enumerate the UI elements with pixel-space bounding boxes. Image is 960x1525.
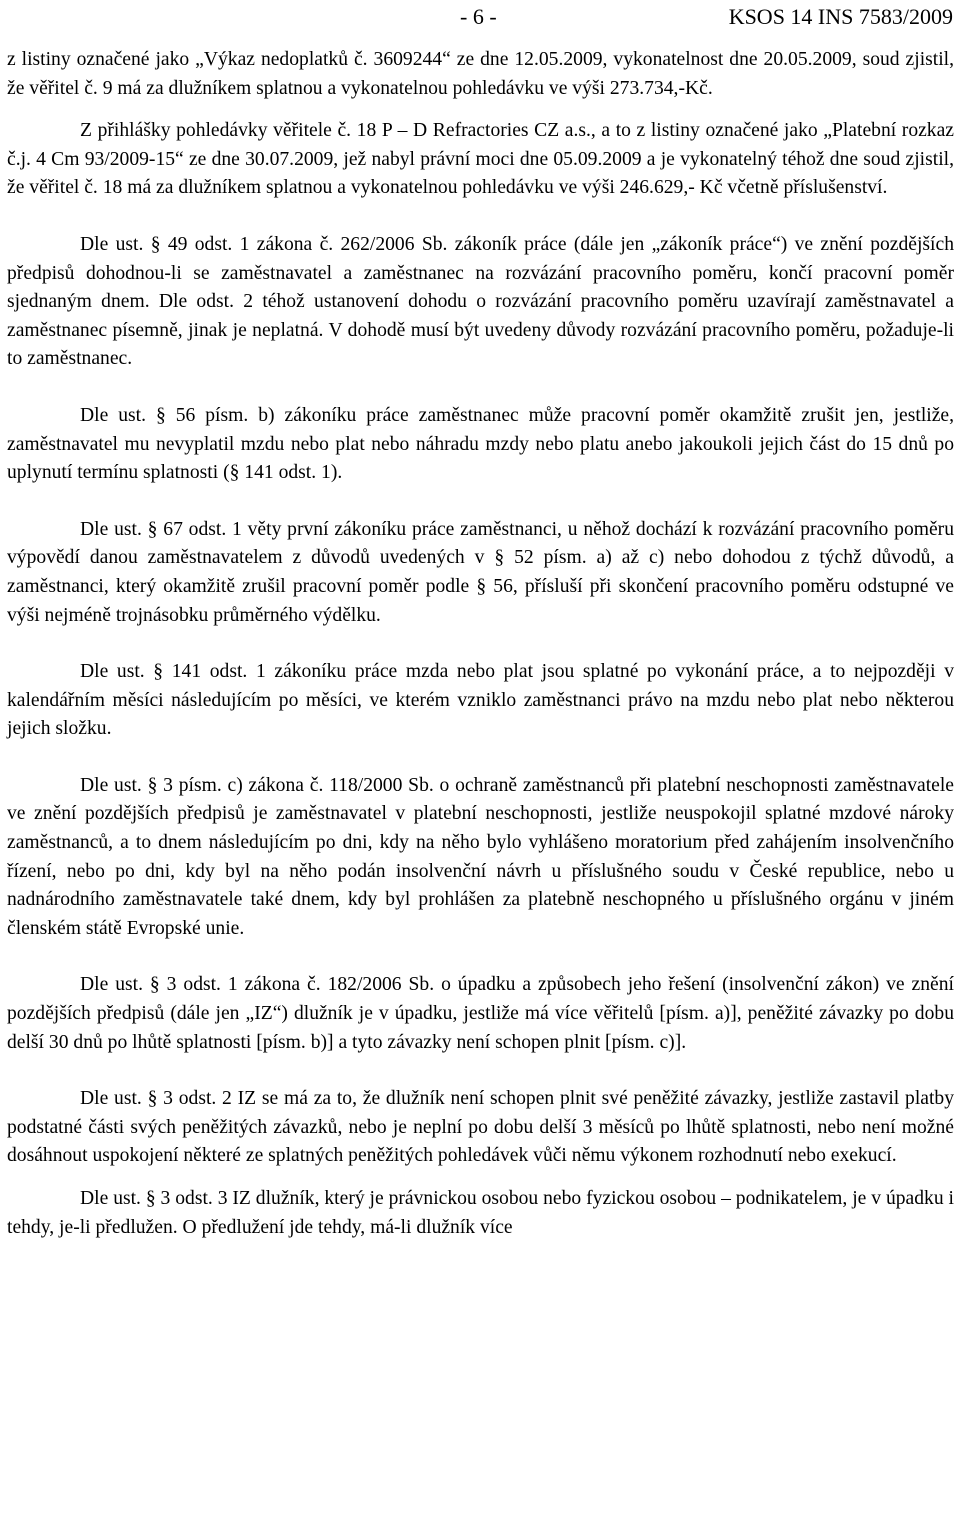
paragraph-section-141-labour-code: Dle ust. § 141 odst. 1 zákoníku práce mzda nebo plat jsou splatné po vykonání práce, a to nejpozději v kalendářním měsíci následujícím po měsíci, ve kterém vzniklo zaměstnanci právo na mzdu nebo plat nebo některou jejich složku. (7, 661, 954, 740)
paragraph-section-3-3-insolvency-act: Dle ust. § 3 odst. 3 IZ dlužník, který je právnickou osobou nebo fyzickou osobou – podnikatelem, je v úpadku i tehdy, je-li předlužen. O předlužení jde tehdy, má-li dlužník více (7, 1188, 954, 1238)
paragraph-section-3-1-insolvency-act: Dle ust. § 3 odst. 1 zákona č. 182/2006 Sb. o úpadku a způsobech jeho řešení (insolvenční zákon) ve znění pozdějších předpisů (dále jen „IZ“) dlužník je v úpadku, jestliže má více věřitelů [písm. a)], peněžité závazky po dobu delší 30 dnů po lhůtě splatnosti [písm. b)] a tyto závazky není schopen plnit [písm. c)]. (7, 974, 954, 1053)
page-header (0, 2, 960, 32)
paragraph-section-56-labour-code: Dle ust. § 56 písm. b) zákoníku práce zaměstnanec může pracovní poměr okamžitě zrušit jen, jestliže, zaměstnavatel mu nevyplatil mzdu nebo plat nebo náhradu mzdy nebo platu anebo jakoukoli jejich část do 15 dnů po uplynutí termínu splatnosti (§ 141 odst. 1). (7, 404, 954, 484)
paragraph-creditor-9-claim: z listiny označené jako „Výkaz nedoplatků č. 3609244“ ze dne 12.05.2009, vykonatelnost dne 20.05.2009, soud zjistil, že věřitel č. 9 má za dlužníkem splatnou a vykonatelnou pohledávku ve výši 273.734,-Kč. (7, 49, 954, 99)
paragraph-section-3-2-insolvency-act: Dle ust. § 3 odst. 2 IZ se má za to, že dlužník není schopen plnit své peněžité závazky, jestliže zastavil platby podstatné části svých peněžitých závazků, nebo je neplní po dobu delší 3 měsíců po lhůtě splatnosti, nebo není možné dosáhnout uspokojení některé ze splatných peněžitých pohledávek vůči němu výkonem rozhodnutí nebo exekucí. (7, 1088, 954, 1167)
case-reference: KSOS 14 INS 7583/2009 (728, 4, 953, 29)
paragraph-creditor-18-claim: Z přihlášky pohledávky věřitele č. 18 P – D Refractories CZ a.s., a to z listiny označené jako „Platební rozkaz č.j. 4 Cm 93/2009-15“ ze dne 30.07.2009, jež nabyl právní moci dne 05.09.2009 a je vykonatelný téhož dne soud zjistil, že věřitel č. 18 má za dlužníkem splatnou a vykonatelnou pohledávku ve výši 246.629,- Kč včetně příslušenství. (7, 120, 954, 199)
paragraph-section-49-labour-code: Dle ust. § 49 odst. 1 zákona č. 262/2006 Sb. zákoník práce (dále jen „zákoník práce“) ve znění pozdějších předpisů dohodnou-li se zaměstnavatel a zaměstnanec na rozvázání pracovního poměru, končí pracovní poměr sjednaným dnem. Dle odst. 2 téhož ustanovení dohodu o rozvázání pracovního poměru uzavírají zaměstnavatel a zaměstnanec písemně, jinak je neplatná. V dohodě musí být uvedeny důvody rozvázání pracovního poměru, požaduje-li to zaměstnanec. (7, 233, 954, 370)
document-body (7, 46, 954, 1242)
paragraph-section-67-labour-code: Dle ust. § 67 odst. 1 věty první zákoníku práce zaměstnanci, u něhož dochází k rozvázání pracovního poměru výpovědí danou zaměstnavatelem z důvodů uvedených v § 52 písm. a) až c) nebo dohodou z týchž důvodů, a zaměstnanci, který okamžitě zrušil pracovní poměr podle § 56, přísluší při skončení pracovního poměru odstupné ve výši nejméně trojnásobku průměrného výdělku. (7, 518, 954, 626)
paragraph-section-3-act-118-2000: Dle ust. § 3 písm. c) zákona č. 118/2000 Sb. o ochraně zaměstnanců při platební neschopnosti zaměstnavatele ve znění pozdějších předpisů je zaměstnavatel v platební neschopnosti, jestliže neuspokojil splatné mzdové nároky zaměstnanců, a to dnem následujícím po dni, kdy na něho bylo vyhlášeno moratorium před zahájením insolvenčního řízení, nebo po dni, kdy byl na něho podán insolvenční návrh u příslušného soudu v České republice, nebo u nadnárodního zaměstnavatele také dnem, kdy byl prohlášen za platebně neschopného u příslušného orgánu v jiném členském státě Evropské unie. (7, 774, 954, 939)
page-number: - 6 - (460, 4, 497, 29)
